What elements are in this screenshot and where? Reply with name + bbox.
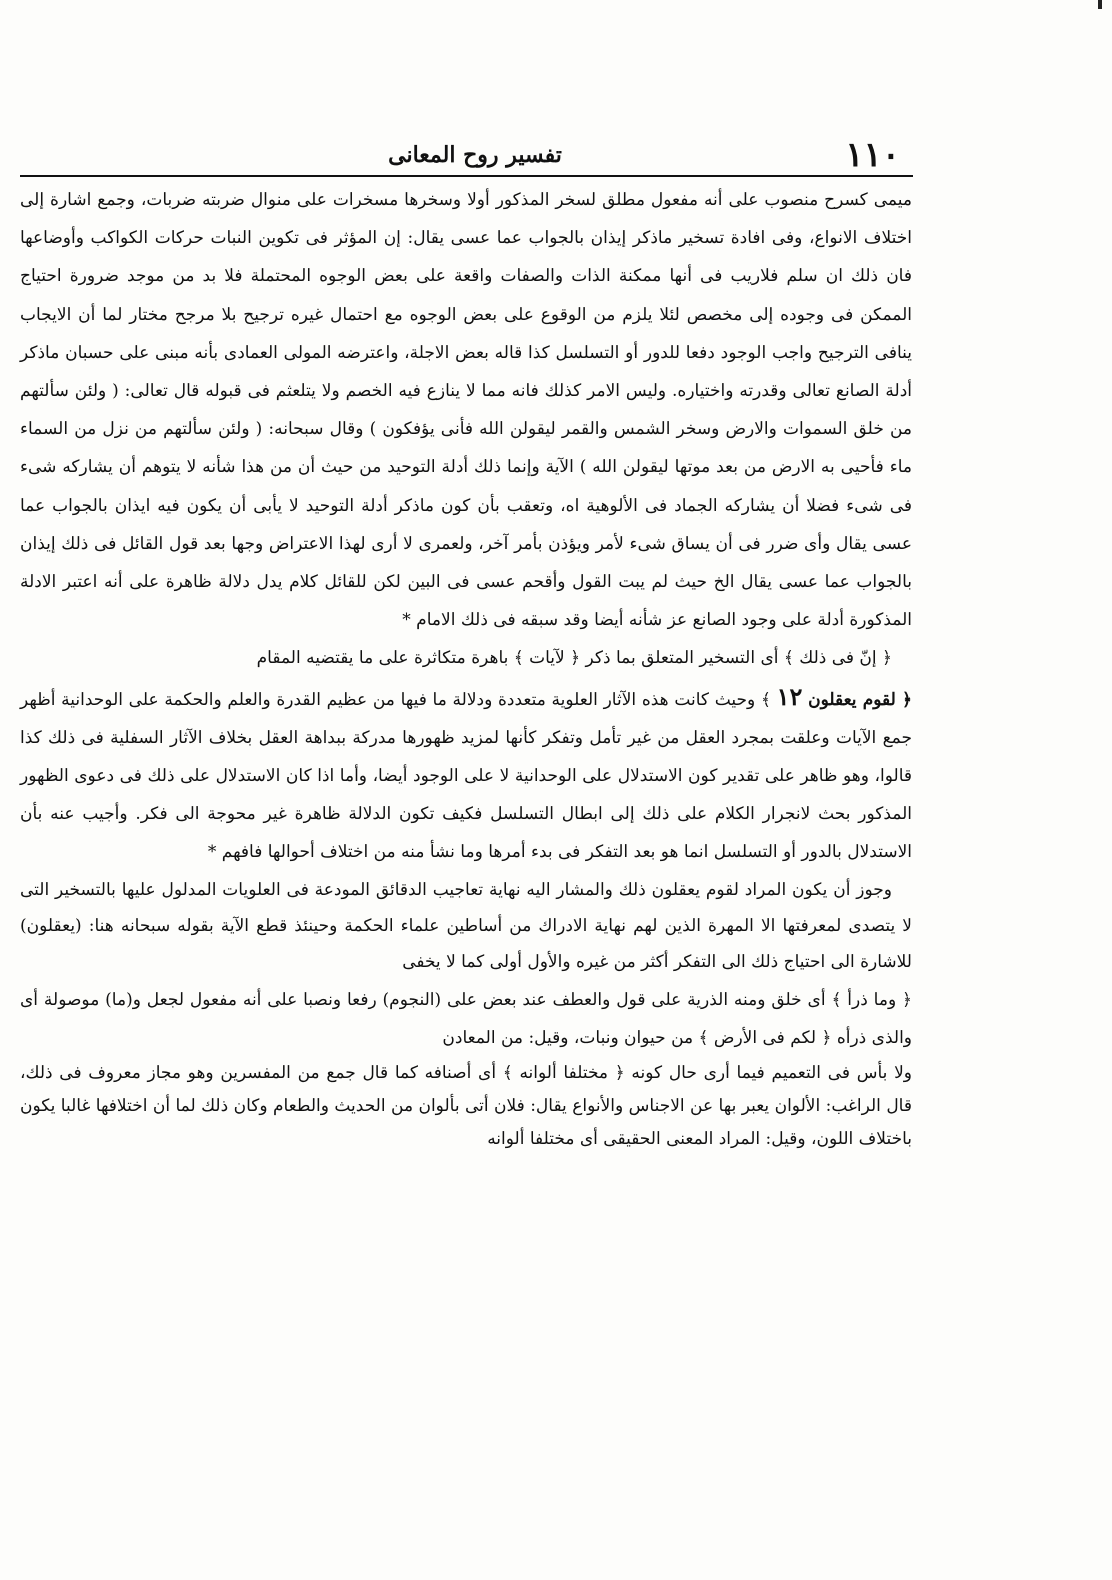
paragraph-3 <box>20 678 912 872</box>
page-number: ١١٠ <box>845 135 900 175</box>
running-title: تفسير روح المعانى <box>388 142 562 168</box>
verse-number: ١٢ <box>776 681 803 711</box>
body-text <box>20 181 912 1156</box>
header-divider <box>20 175 913 177</box>
quran-quote: ﴿ لقوم يعقلون <box>808 689 913 710</box>
paragraph-1: ميمى كسرح منصوب على أنه مفعول مطلق لسخر المذكور أولا وسخرها مسخرات على منوال ضربته ضربات، وجمع اشارة إلى اختلاف الانواع، وفى افادة تسخير ماذكر إيذان بالجواب عما عسى يقال: إن المؤثر فى تكوين النبات حركات الكواكب وأوضاعها فان ذلك ان سلم فلاريب فى أنها ممكنة الذات والصفات واقعة على بعض الوجوه المحتملة فلا بد من موجد ضرورة احتياج الممكن فى وجوده إلى مخصص لئلا يلزم من الوقوع على بعض الوجوه مع احتمال غيره ترجيح بلا مرجح مختار لما أن الايجاب ينافى الترجيح واجب الوجود دفعا للدور أو التسلسل كذا قاله بعض الاجلة، واعترضه المولى العمادى بأنه مبنى على حسبان ماذكر أدلة الصانع تعالى وقدرته واختياره. وليس الامر كذلك فانه مما لا ينازع فيه الخصم ولا يتلعثم فى قبوله قال تعالى: ( ولئن سألتهم من خلق السموات والارض وسخر الشمس والقمر ليقولن الله فأنى يؤفكون ) وقال سبحانه: ( ولئن سألتهم من نزل من السماء ماء فأحيى به الارض من بعد موتها ليقولن الله ) الآية وإنما ذلك أدلة التوحيد من حيث أن من هذا شأنه لا يتوهم أن يشاركه شىء فى شىء فضلا أن يشاركه الجماد فى الألوهية اه، وتعقب بأن كون ماذكر أدلة التوحيد لا يأبى أن يكون فيه ايذان بالجواب عما عسى يقال وأى ضرر فى أن يساق شىء لأمر ويؤذن بأمر آخر، ولعمرى لا أرى لهذا الاعتراض وجها بعد قول القائل فى ذلك إيذان بالجواب عما عسى يقال الخ حيث لم يبت القول وأقحم عسى فى البين لكن للقائل كلام يدل دلالة ظاهرة على أنه اعتبر الادلة المذكورة أدلة على وجود الصانع عز شأنه أيضا وقد سبقه فى ذلك الامام * <box>20 190 912 631</box>
paragraph-4: وجوز أن يكون المراد لقوم يعقلون ذلك والمشار اليه نهاية تعاجيب الدقائق المودعة فى العلويات المدلول عليها بالتسخير التى لا يتصدى لمعرفتها الا المهرة الذين لهم نهاية الادراك من أساطين علماء الحكمة وحينئذ قطع الآية بقوله سبحانه هنا: (يعقلون) للاشارة الى احتياج ذلك الى التفكر أكثر من غيره والأول أولى كما لا يخفى <box>20 879 912 973</box>
paragraph-2: ﴿ إنّ فى ذلك ﴾ أى التسخير المتعلق بما ذكر ﴿ لآيات ﴾ باهرة متكاثرة على ما يقتضيه المقام <box>256 648 892 669</box>
paragraph-6: ولا بأس فى التعميم فيما أرى حال كونه ﴿ مختلفا ألوانه ﴾ أى أصنافه كما قال جمع من المفسرين وهو مجاز معروف فى ذلك، قال الراغب: الألوان يعبر بها عن الاجناس والأنواع يقال: فلان أتى بألوان من الحديث والطعام وكان ذلك لما أن اختلافها غالبا يكون باختلاف اللون، وقيل: المراد المعنى الحقيقى أى مختلفا ألوانه <box>20 1063 912 1150</box>
page-header <box>40 135 910 175</box>
corner-mark <box>1098 0 1102 9</box>
paragraph-5: ﴿ وما ذرأ ﴾ أى خلق ومنه الذرية على قول والعطف عند بعض على (النجوم) رفعا ونصبا على أنه مفعول لجعل و(ما) موصولة أى والذى ذرأه ﴿ لكم فى الأرض ﴾ من حيوان ونبات، وقيل: من المعادن <box>20 989 912 1049</box>
paragraph-3-text: ﴾ وحيث كانت هذه الآثار العلوية متعددة ودلالة ما فيها من عظيم القدرة والعلم والحكمة على الوحدانية أظهر جمع الآيات وعلقت بمجرد العقل من غير تأمل وتفكر كأنها لمزيد ظهورها مدركة ببداهة العقل بخلاف الآثار السفلية فى ذلك كذا قالوا، وهو ظاهر على تقدير كون الاستدلال على الوحدانية لا على الوجود أيضا، وأما اذا كان الاستدلال على ذلك فى دعوى الظهور المذكور بحث لانجرار الكلام على ذلك إلى ابطال التسلسل فكيف تكون الدلالة ظاهرة غير محوجة الى فكر. وأجيب عنه بأن الاستدلال بالدور أو التسلسل انما هو بعد التفكر فى بدء أمرها وما نشأ منه من اختلاف أحوالها فافهم * <box>20 689 913 863</box>
